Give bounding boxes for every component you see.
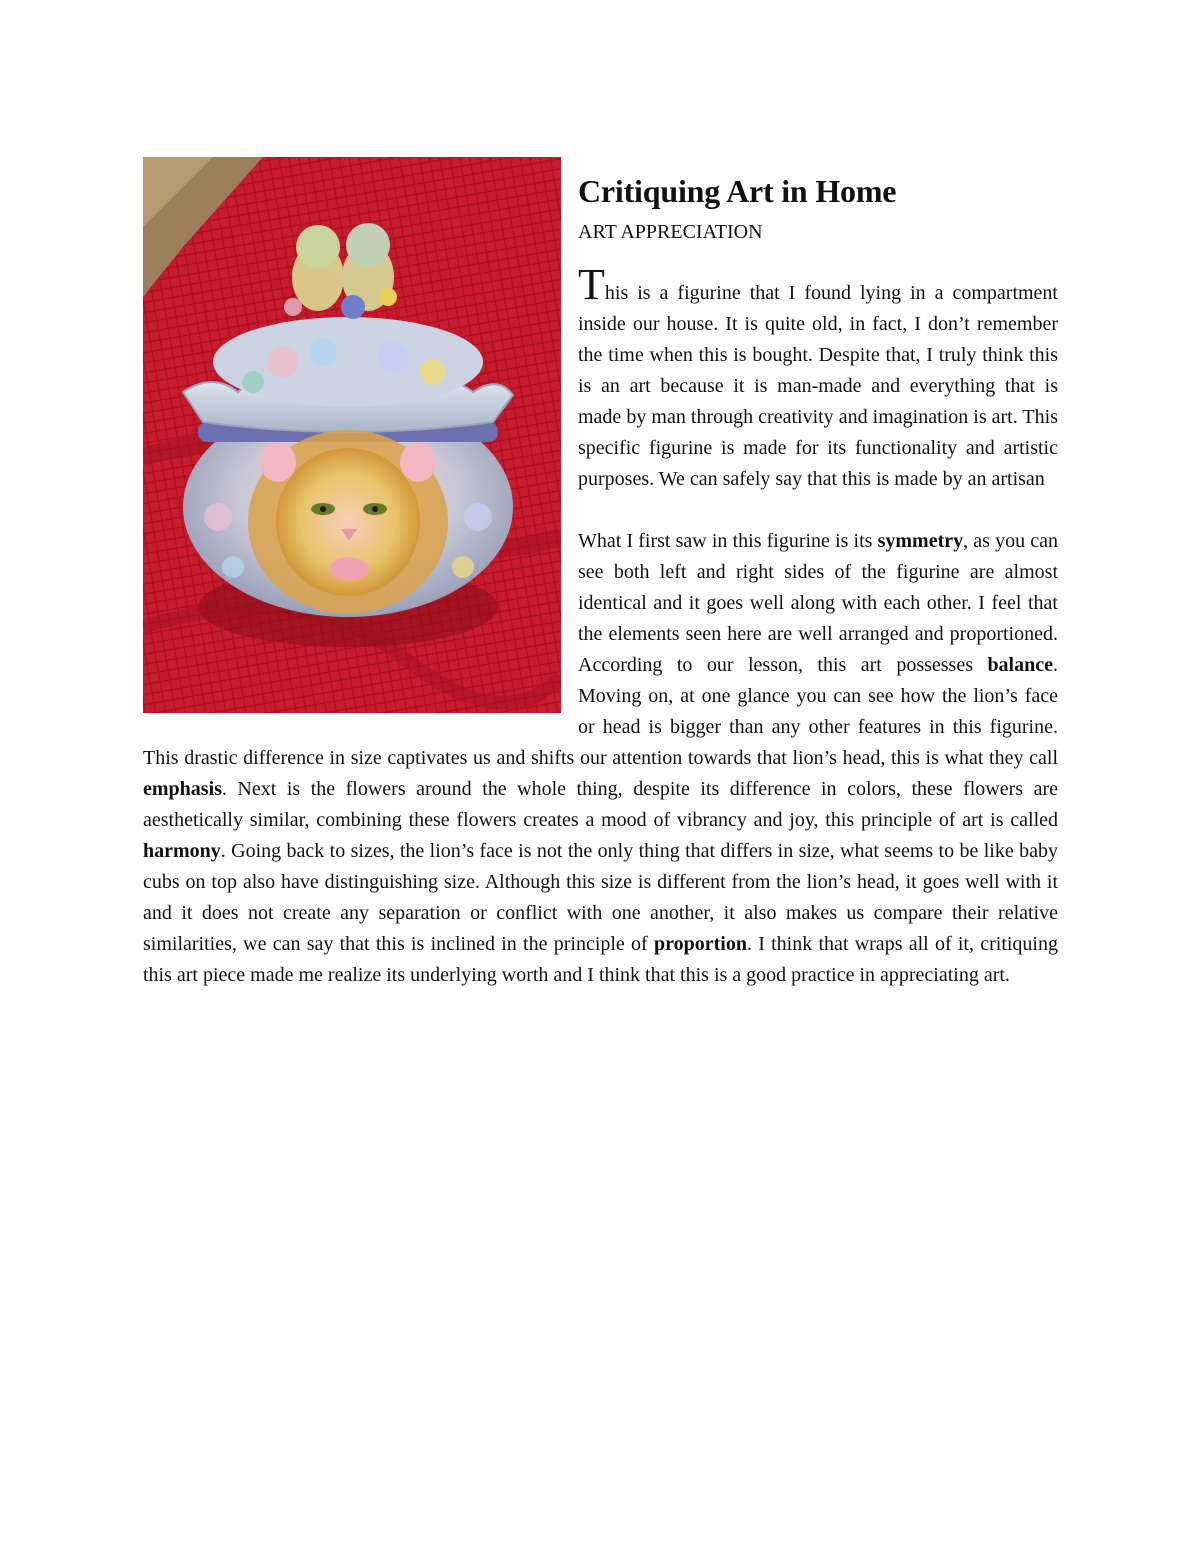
critique-text-6: . I think that wraps all of it, critiquing this art piece made me realize its underlying worth and I think that this is a good practice in appreciating art. xyxy=(143,933,1058,986)
term-symmetry: symmetry xyxy=(877,530,964,552)
critique-text-5: . Going back to sizes, the lion’s face is not the only thing that differs in size, what seems to be like baby cubs on top also have distinguishing size. Although this size is different from the lion’s head, it goes well with it and it does not create any separation or conflict with one another, it also makes us compare their relative similarities, we can say that this is inclined in the principle of xyxy=(143,840,1058,955)
drop-cap-letter: T xyxy=(578,260,605,309)
term-harmony: harmony xyxy=(143,840,221,862)
term-balance: balance xyxy=(987,654,1053,676)
critique-text-1: What I first saw in this figurine is its xyxy=(578,530,878,552)
critique-text-4: . Next is the flowers around the whole thing, despite its difference in colors, these flowers are aesthetically similar, combining these flowers creates a mood of vibrancy and joy, this principle of art is called xyxy=(143,778,1058,831)
term-emphasis: emphasis xyxy=(143,778,222,800)
paragraph-intro-text: his is a figurine that I found lying in a compartment inside our house. It is quite old, in fact, I don’t remember the time when this is bought. Despite that, I truly think this is an art because it is man-made and everything that is made by man through creativity and imagination is art. This specific figurine is made for its functionality and artistic purposes. We can safely say that this is made by an artisan xyxy=(578,282,1058,490)
critique-text-2: , as you can see both left and right sides of the figurine are almost identical and it goes well along with each other. I feel that the elements seen here are well arranged and proportioned. According to our lesson, this art possesses xyxy=(578,530,1058,676)
image-wrap-space xyxy=(143,157,563,713)
article xyxy=(143,165,1058,991)
critique-text-3: . Moving on, at one glance you can see how the lion’s face or head is bigger than any other features in this figurine. This drastic difference in size captivates us and shifts our attention towards that lion’s head, this is what they call xyxy=(143,654,1058,769)
term-proportion: proportion xyxy=(653,933,747,955)
document-title: Critiquing Art in Home xyxy=(578,173,897,209)
document-subtitle: ART APPRECIATION xyxy=(578,221,763,243)
